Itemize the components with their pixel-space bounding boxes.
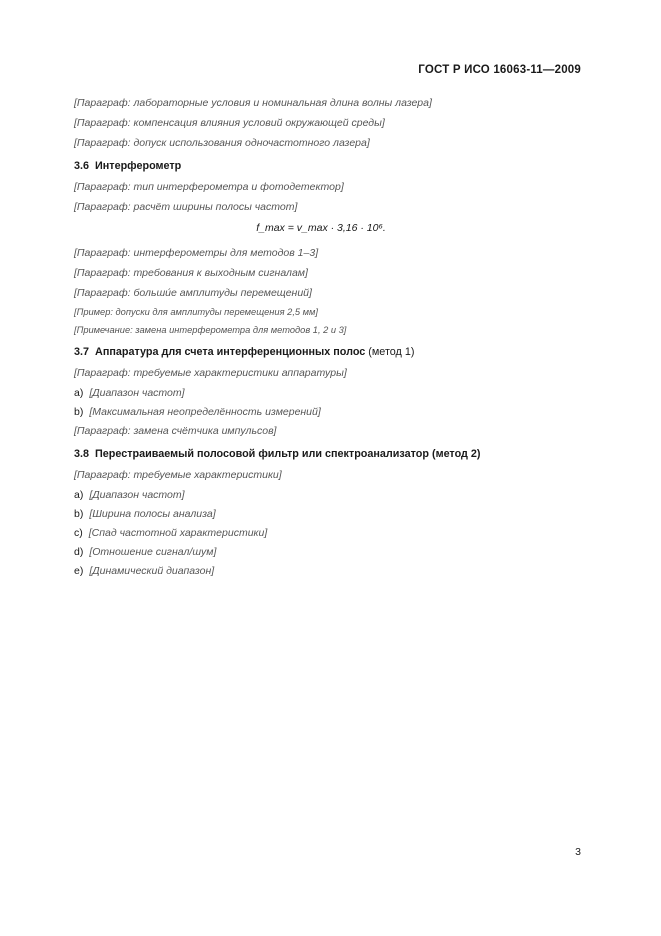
paragraph: [Параграф: тип интерферометра и фотодетектор] [74,181,344,193]
page-number: 3 [575,846,581,858]
section-heading-3-6 [74,159,586,174]
section-method: (метод 2) [431,448,481,460]
section-title: Перестраиваемый полосовой фильтр или спектроанализатор [95,448,429,460]
list-text: [Диапазон частот] [89,489,185,501]
paragraph: [Параграф: интерферометры для методов 1–3] [74,247,319,259]
section-method: (метод 1) [368,346,415,358]
note: [Примечание: замена интерферометра для методов 1, 2 и 3] [74,325,347,335]
paragraph: [Параграф: компенсация влияния условий окружающей среды] [74,117,385,129]
list-text: [Максимальная неопределённость измерений] [89,406,321,418]
section-number: 3.8 [74,448,90,460]
list-text: [Отношение сигнал/шум] [89,546,217,558]
list-text: [Диапазон частот] [89,387,185,399]
paragraph: [Параграф: больши́е амплитуды перемещений] [74,287,312,299]
list-item [74,564,586,579]
list-text: [Ширина полосы анализа] [89,508,216,520]
paragraph: [Параграф: лабораторные условия и номинальная длина волны лазера] [74,97,432,109]
list-item [74,386,586,401]
section-heading-3-7 [74,345,586,360]
paragraph: [Параграф: расчёт ширины полосы частот] [74,201,298,213]
list-text: [Спад частотной характеристики] [88,527,268,539]
list-item [74,545,586,560]
list-text: [Динамический диапазон] [89,565,215,577]
document-header: ГОСТ Р ИСО 16063-11—2009 [418,64,581,76]
paragraph: [Параграф: требуемые характеристики] [74,469,282,481]
list-marker: c) [74,527,83,539]
list-marker: a) [74,489,84,501]
paragraph: [Параграф: требуемые характеристики аппаратуры] [74,367,347,379]
document-body [56,96,586,583]
list-item [74,507,586,522]
section-title: Интерферометр [95,160,182,172]
list-marker: d) [74,546,84,558]
paragraph: [Параграф: требования к выходным сигналам] [74,267,308,279]
list-marker: b) [74,508,84,520]
list-marker: b) [74,406,84,418]
section-title: Аппаратура для счета интерференционных полос [95,346,366,358]
section-heading-3-8 [74,447,586,462]
example: [Пример: допуски для амплитуды перемещения 2,5 мм] [74,307,318,317]
list-item [74,488,586,503]
paragraph: [Параграф: допуск использования одночастотного лазера] [74,137,370,149]
formula: f_max = v_max · 3,16 · 10⁶. [256,222,386,234]
list-item [74,526,586,541]
paragraph: [Параграф: замена счётчика импульсов] [74,425,277,437]
section-number: 3.7 [74,346,90,358]
list-item [74,405,586,420]
list-marker: a) [74,387,84,399]
section-number: 3.6 [74,160,90,172]
list-marker: e) [74,565,84,577]
